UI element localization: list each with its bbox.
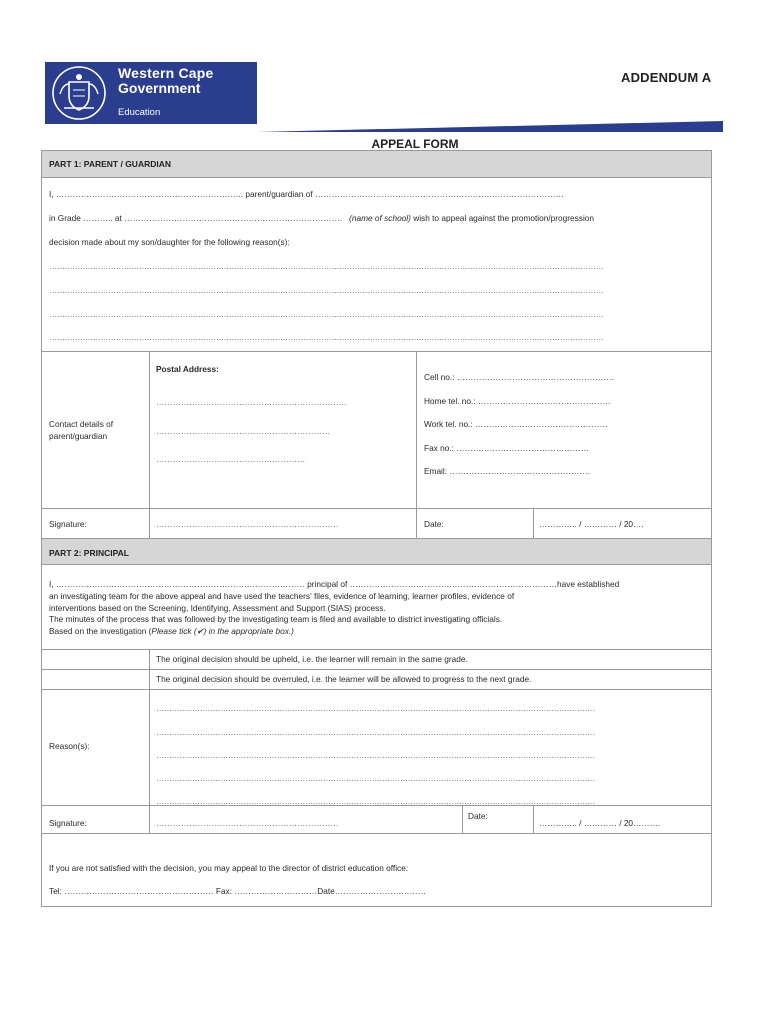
parent-name-line[interactable]: I, ………………………………………………………….. parent/guardian of ……………………………………………………………………………… <box>49 189 564 199</box>
appeal-form <box>41 150 712 907</box>
principal-date-label: Date: <box>468 811 488 821</box>
principal-reason-line-1[interactable]: ……………………………………………………………………………………………………………………………………………………… <box>156 703 595 713</box>
coat-of-arms-icon <box>50 64 108 122</box>
work-tel-field[interactable]: Work tel. no.: ………………………………………… <box>424 419 608 429</box>
principal-text-3: interventions based on the Screening, Identifying, Assessment and Support (SIAS) process. <box>49 603 386 613</box>
part1-heading: PART 1: PARENT / GUARDIAN <box>42 151 711 178</box>
overruled-checkbox[interactable] <box>42 670 149 689</box>
home-tel-field[interactable]: Home tel. no.: ………………………………………… <box>424 396 611 406</box>
fax-no-field[interactable]: Fax no.: ………………………………………… <box>424 443 590 453</box>
principal-text-2: an investigating team for the above appeal and have used the teachers' files, evidence of learning, learner profiles, evidence of <box>49 591 515 601</box>
header-wedge <box>257 119 723 133</box>
postal-line-1[interactable]: …………………………………………………………… <box>156 397 347 407</box>
upheld-checkbox[interactable] <box>42 650 149 669</box>
reasons-label: Reason(s): <box>49 741 90 751</box>
parent-signature-line[interactable]: ………………………………………………………… <box>156 519 339 529</box>
principal-date-field[interactable]: ………….. / ………… / 20………. <box>539 818 661 828</box>
principal-line[interactable]: I, ……………………………………………………………………………… principal of …………………………………………………………………have established <box>49 579 620 589</box>
principal-text-5: Based on the investigation (Please tick (✔) in the appropriate box.) <box>49 626 294 636</box>
district-contacts-line[interactable]: Tel: ……………………………………………… Fax: …………………………Date…………………………… <box>49 886 427 896</box>
logo-subtitle: Education <box>118 107 161 118</box>
reason-line-2[interactable]: ……………………………………………………………………………………………………………………………………………………………………………………………… <box>49 285 604 295</box>
grade-school-line[interactable]: in Grade ……….. at ……………………………………………………………………. (name of school) wish to appeal against the promotion/progression <box>49 213 595 223</box>
principal-signature-label: Signature: <box>49 818 87 828</box>
cell-no-field[interactable]: Cell no.: ………………………………………………… <box>424 372 615 382</box>
parent-signature-label: Signature: <box>49 519 87 529</box>
principal-reason-line-4[interactable]: ……………………………………………………………………………………………………………………………………………………… <box>156 773 595 783</box>
principal-text-4: The minutes of the process that was followed by the investigating team is filed and available to district investigating officials. <box>49 614 503 624</box>
principal-reason-line-5[interactable]: ……………………………………………………………………………………………………………………………………………………… <box>156 796 595 806</box>
addendum-label: ADDENDUM A <box>621 70 712 85</box>
principal-signature-line[interactable]: ………………………………………………………… <box>156 818 339 828</box>
logo-title-line2: Government <box>118 80 201 96</box>
postal-address-label: Postal Address: <box>156 364 219 374</box>
postal-line-3[interactable]: ……………………………………………… <box>156 454 306 464</box>
logo-title-line1: Western Cape <box>118 65 214 81</box>
principal-reason-line-2[interactable]: ……………………………………………………………………………………………………………………………………………………… <box>156 727 595 737</box>
email-field[interactable]: Email: …………………………………………… <box>424 466 591 476</box>
reason-line-4[interactable]: ……………………………………………………………………………………………………………………………………………………………………………………………… <box>49 332 604 342</box>
reason-line-3[interactable]: ……………………………………………………………………………………………………………………………………………………………………………………………… <box>49 309 604 319</box>
postal-line-2[interactable]: ……………………………………………………… <box>156 426 331 436</box>
appeal-note: If you are not satisfied with the decision, you may appeal to the director of district education office: <box>49 863 409 873</box>
option-overruled: The original decision should be overruled, i.e. the learner will be allowed to progress to the next grade. <box>156 674 532 684</box>
contact-label-2: parent/guardian <box>49 431 108 441</box>
part2-heading: PART 2: PRINCIPAL <box>42 538 711 565</box>
reason-line-1[interactable]: ……………………………………………………………………………………………………………………………………………………………………………………………… <box>49 261 604 271</box>
page-title: APPEAL FORM <box>371 137 459 151</box>
parent-date-label: Date: <box>424 519 444 529</box>
reasons-intro: decision made about my son/daughter for the following reason(s): <box>49 237 290 247</box>
option-upheld: The original decision should be upheld, i.e. the learner will remain in the same grade. <box>156 654 468 664</box>
principal-reason-line-3[interactable]: ……………………………………………………………………………………………………………………………………………………… <box>156 750 595 760</box>
contact-label-1: Contact details of <box>49 419 114 429</box>
parent-date-field[interactable]: ………….. / ………… / 20…. <box>539 519 644 529</box>
